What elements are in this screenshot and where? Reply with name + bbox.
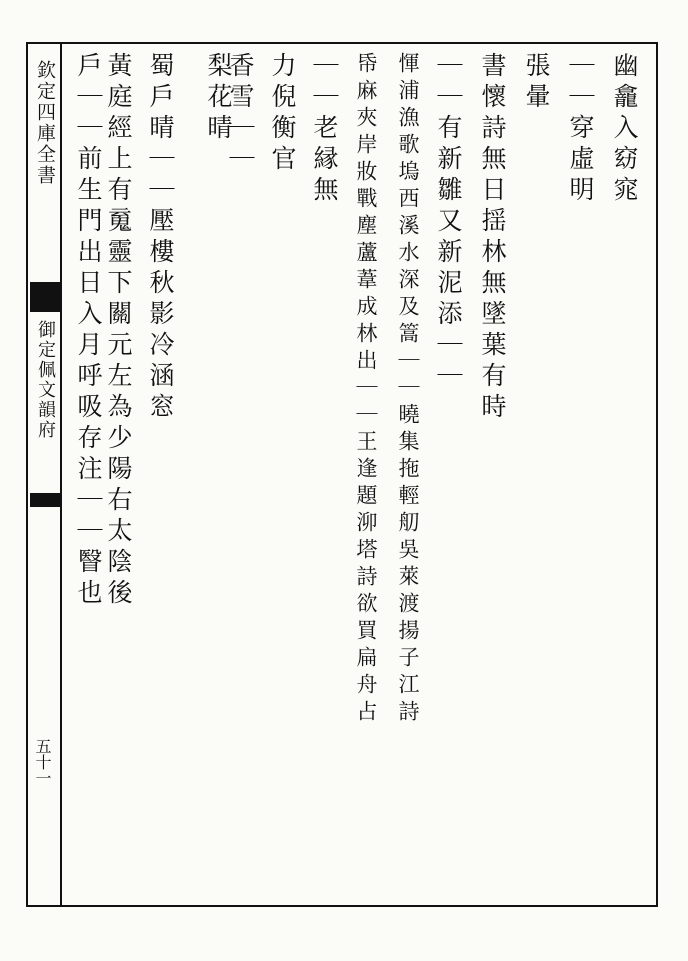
- text-column-11: 梨花晴: [204, 52, 233, 145]
- text-column-3: 張暈: [522, 52, 551, 114]
- text-column-2: ｜｜穿虛明: [566, 52, 595, 207]
- text-column-4: 書懷詩無日揺林無墜葉有時: [478, 52, 507, 424]
- text-column-14: 黃庭經上有䰟靈下關元左為少陽右太陰後: [104, 52, 133, 610]
- fish-tail-mark-lower: [30, 493, 60, 507]
- margin-divider: [60, 44, 62, 906]
- text-column-10: 香雪｜｜: [226, 52, 255, 176]
- leaf-number: 五十一: [33, 738, 52, 786]
- fish-tail-mark: [30, 282, 60, 312]
- margin-book-title: 欽定四庫全書: [34, 60, 56, 186]
- margin-work-title: 御定佩文韻府: [35, 320, 56, 440]
- text-column-1: 幽龕入窈窕: [610, 52, 639, 207]
- text-column-12: 蜀戶晴｜｜壓樓秋影冷涵窓: [146, 52, 175, 424]
- text-column-6: 惲浦漁歌塢西溪水深及篙｜｜曉集拖輕舠吳萊渡揚子江詩: [396, 52, 420, 727]
- frame-top-border: [26, 42, 658, 44]
- text-column-9: 力倪衡官: [268, 52, 297, 176]
- text-column-7: 帋麻夾岸妝戰塵蘆葦成林出｜｜王逢題泖塔詩欲買扁舟占: [354, 52, 378, 727]
- frame-right-border: [656, 42, 658, 907]
- text-column-8: ｜｜老縁無: [310, 52, 339, 207]
- text-column-5: ｜｜有新雛又新泥添｜｜: [434, 52, 463, 393]
- frame-bottom-border: [26, 905, 658, 907]
- text-column-13: 戶｜｜前生門出日入月呼吸存注｜｜瞖也: [74, 52, 103, 610]
